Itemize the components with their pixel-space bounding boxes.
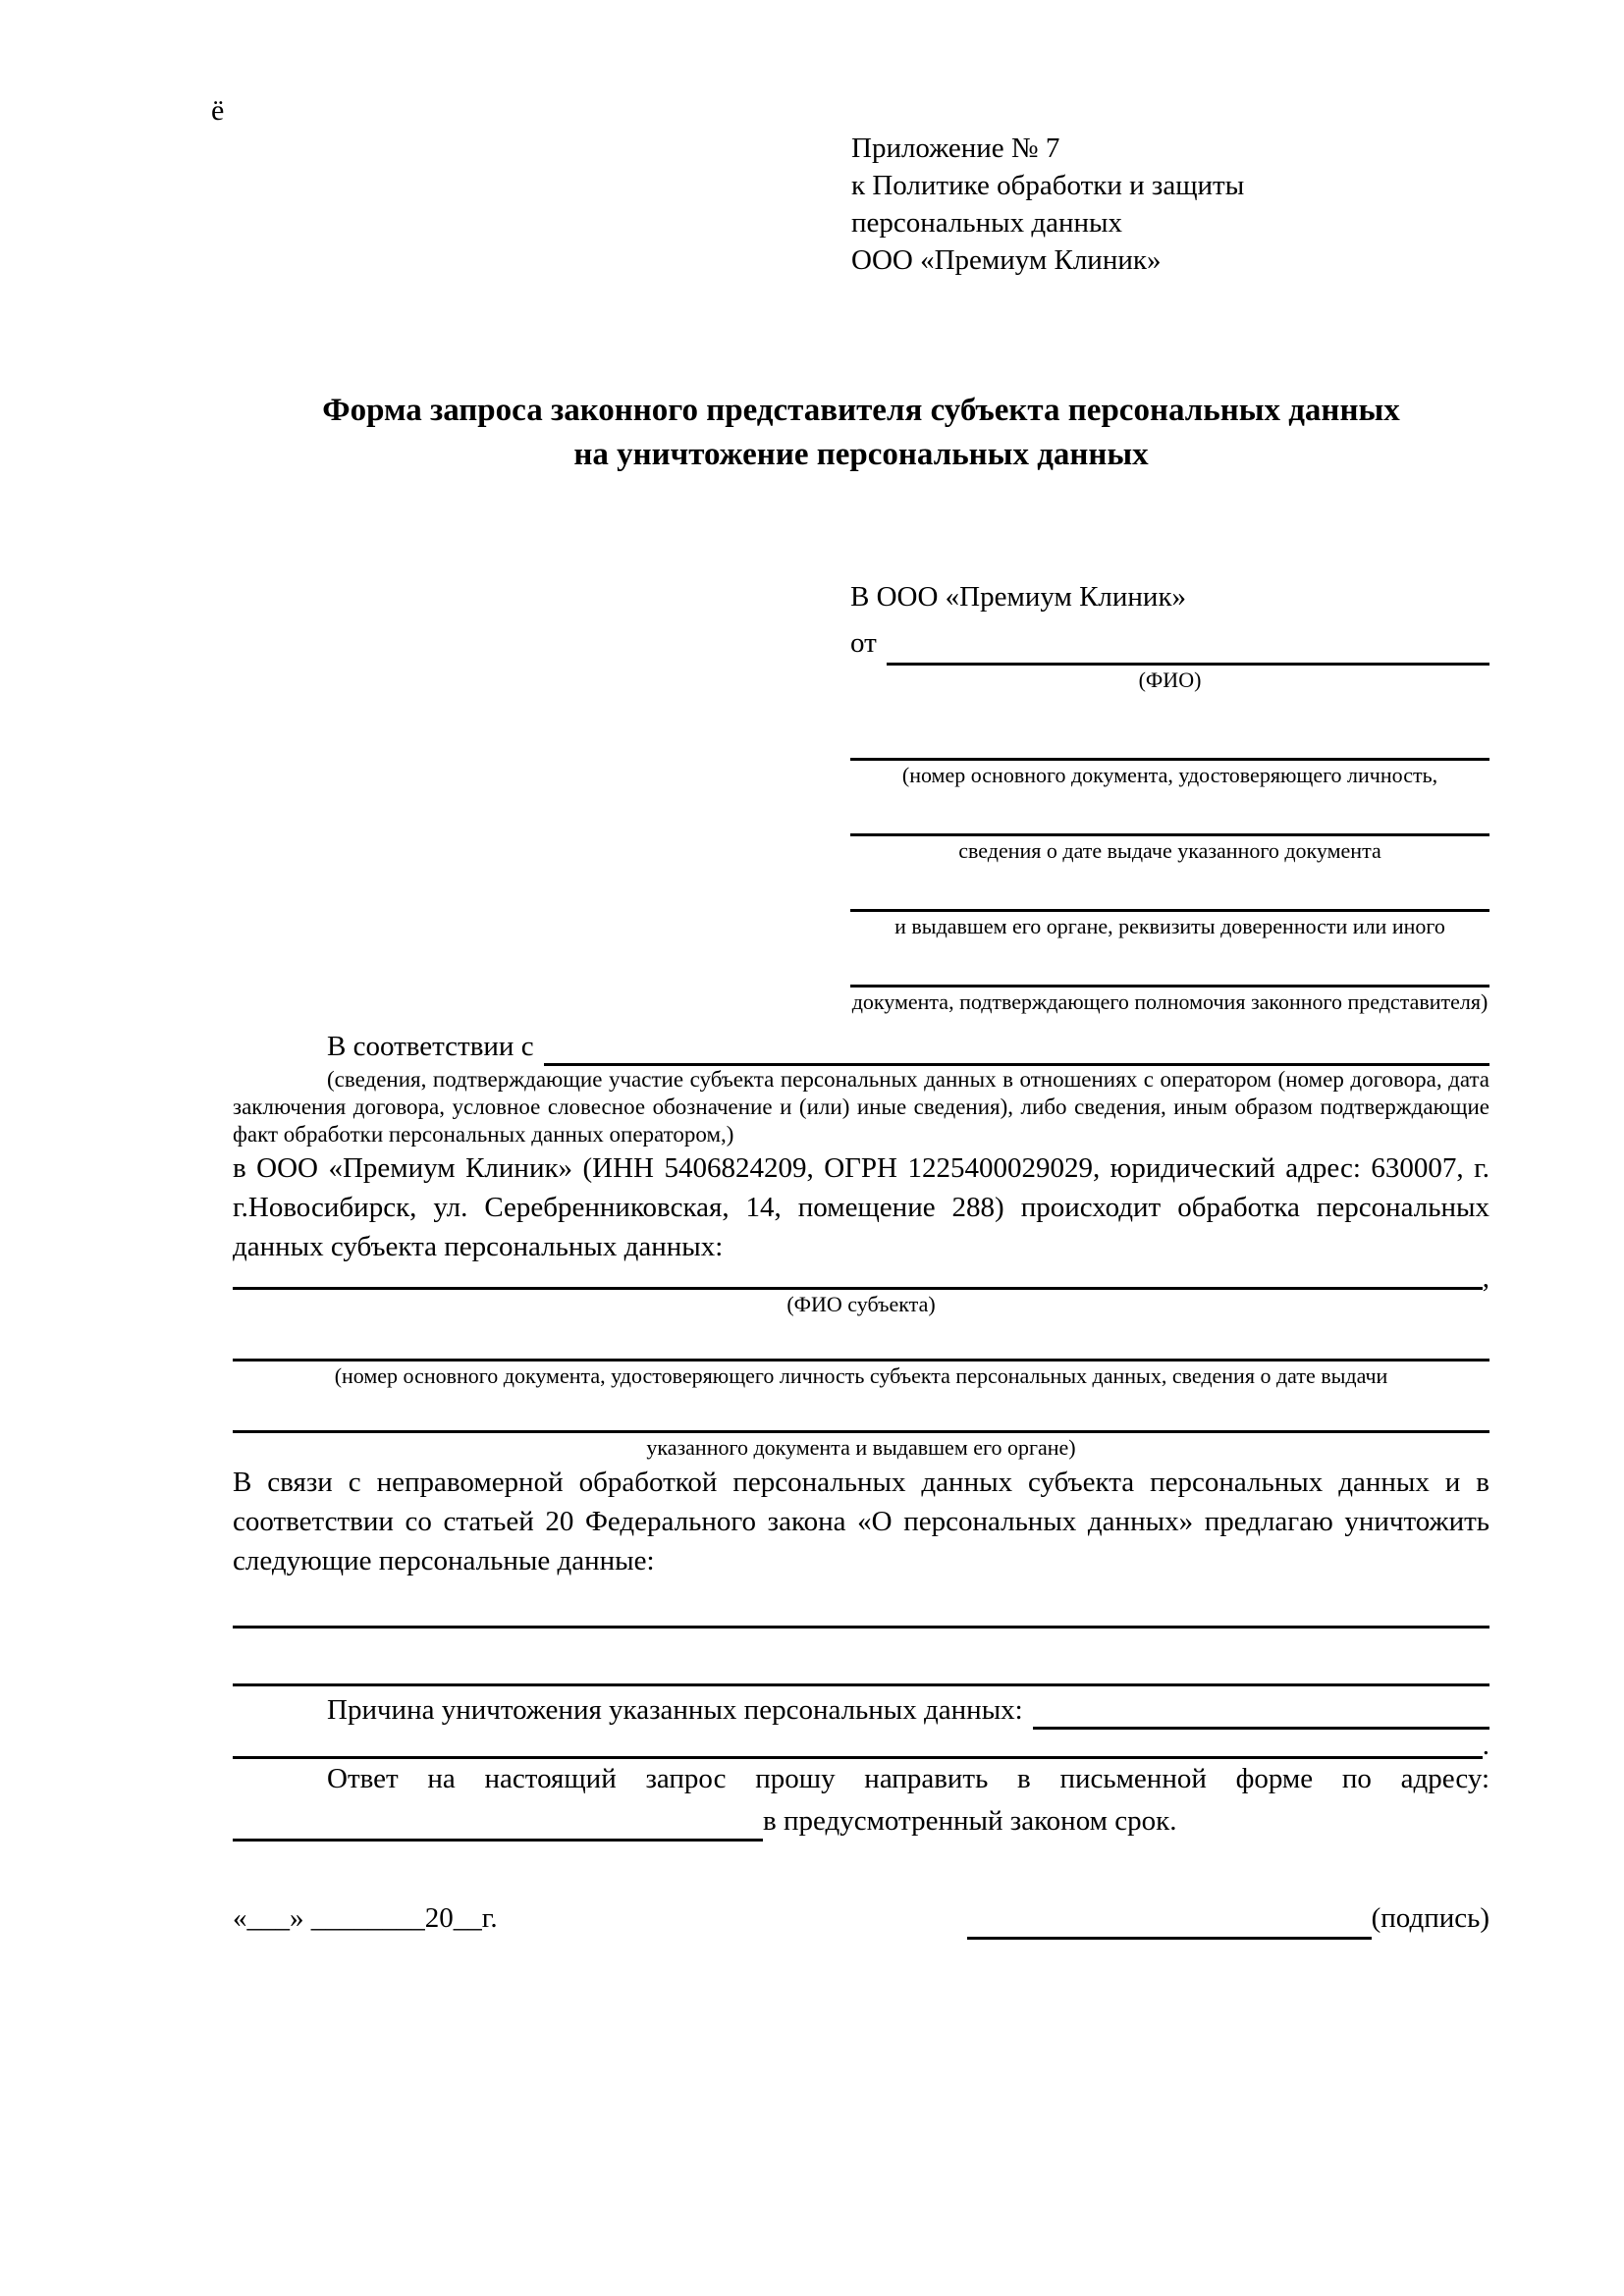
blank-line bbox=[850, 717, 1489, 761]
addressee-caption-3: и выдавшем его органе, реквизиты доверенности или иного bbox=[894, 914, 1445, 938]
subject-fio-caption: (ФИО субъекта) bbox=[786, 1292, 936, 1316]
footer-row bbox=[233, 1896, 1489, 1940]
blank-line bbox=[233, 1391, 1489, 1433]
blank-line bbox=[233, 1733, 1483, 1759]
addressee-to: В ООО «Премиум Клиник» bbox=[850, 581, 1187, 613]
subject-doc-caption-1: (номер основного документа, удостоверяющего личность субъекта персональных данных, сведения о дате выдачи bbox=[334, 1363, 1388, 1388]
stray-character: ё bbox=[211, 94, 225, 127]
subject-fio-blank-line bbox=[233, 1267, 1483, 1290]
document-title-line-2: на уничтожение персональных данных bbox=[573, 437, 1149, 472]
reason-continuation-row bbox=[233, 1730, 1489, 1759]
operator-paragraph: в ООО «Премиум Клиник» (ИНН 5406824209, ОГРН 1225400029029, юридический адрес: 630007, г. г.Новосибирск, ул. Серебренниковская, 14, помещение 288) происходит обработка персональных данных субъекта персональных данных: bbox=[233, 1152, 1489, 1262]
fio-caption: (ФИО) bbox=[1138, 667, 1202, 692]
blank-line bbox=[233, 1319, 1489, 1362]
destroy-paragraph: В связи с неправомерной обработкой персональных данных субъекта персональных данных и в соответствии со статьей 20 Федерального закона «О персональных данных» предлагаю уничтожить следующие персональные данные: bbox=[233, 1467, 1489, 1576]
reply-paragraph: Ответ на настоящий запрос прошу направить в письменной форме по адресу: bbox=[327, 1763, 1489, 1794]
addressee-caption-2: сведения о дате выдаче указанного документа bbox=[958, 838, 1381, 863]
subject-fio-row bbox=[233, 1262, 1489, 1294]
appendix-header bbox=[851, 130, 1489, 279]
accordance-note: (сведения, подтверждающие участие субъекта персональных данных в отношениях с оператором (номер договора, дата заключения договора, условное словесное обозначение и (или) иные сведения), либо сведения, иным образом подтверждающие факт обработки персональных данных оператором,) bbox=[233, 1067, 1489, 1147]
blank-line bbox=[850, 868, 1489, 912]
comma-suffix: , bbox=[1482, 1262, 1489, 1294]
address-blank-line bbox=[233, 1805, 763, 1842]
reason-blank-line bbox=[1033, 1693, 1489, 1730]
appendix-header-line-3: персональных данных bbox=[851, 207, 1123, 239]
addressee-caption-4: документа, подтверждающего полномочия законного представителя) bbox=[851, 989, 1489, 1014]
document-content bbox=[233, 0, 1489, 1940]
addressee-block bbox=[850, 575, 1489, 1015]
reply-address-row bbox=[233, 1798, 1489, 1842]
reason-row bbox=[233, 1686, 1489, 1730]
from-blank-line bbox=[887, 623, 1489, 666]
blank-line bbox=[850, 943, 1489, 988]
from-label: от bbox=[850, 627, 877, 659]
signature-block bbox=[967, 1896, 1489, 1940]
blank-line bbox=[850, 792, 1489, 836]
period-suffix: . bbox=[1482, 1730, 1489, 1761]
from-row bbox=[850, 618, 1489, 666]
date-blank: «___» ________20__г. bbox=[233, 1902, 498, 1934]
appendix-header-line-4: ООО «Премиум Клиник» bbox=[851, 244, 1162, 276]
blank-line bbox=[233, 1580, 1489, 1629]
document-title bbox=[233, 389, 1489, 477]
subject-doc-caption-2: указанного документа и выдавшем его органе) bbox=[646, 1435, 1076, 1460]
signature-caption: (подпись) bbox=[1371, 1902, 1489, 1934]
accordance-label: В соответствии с bbox=[327, 1031, 534, 1062]
appendix-header-line-1: Приложение № 7 bbox=[851, 133, 1060, 164]
document-title-line-1: Форма запроса законного представителя субъекта персональных данных bbox=[322, 393, 1400, 428]
accordance-row bbox=[233, 1023, 1489, 1066]
accordance-blank-line bbox=[544, 1030, 1489, 1066]
reason-label: Причина уничтожения указанных персональных данных: bbox=[327, 1694, 1023, 1726]
blank-line bbox=[233, 1629, 1489, 1686]
reply-suffix: в предусмотренный законом срок. bbox=[763, 1805, 1177, 1837]
signature-line bbox=[967, 1903, 1372, 1940]
appendix-header-line-2: к Политике обработки и защиты bbox=[851, 170, 1245, 201]
addressee-caption-1: (номер основного документа, удостоверяющего личность, bbox=[901, 763, 1438, 787]
